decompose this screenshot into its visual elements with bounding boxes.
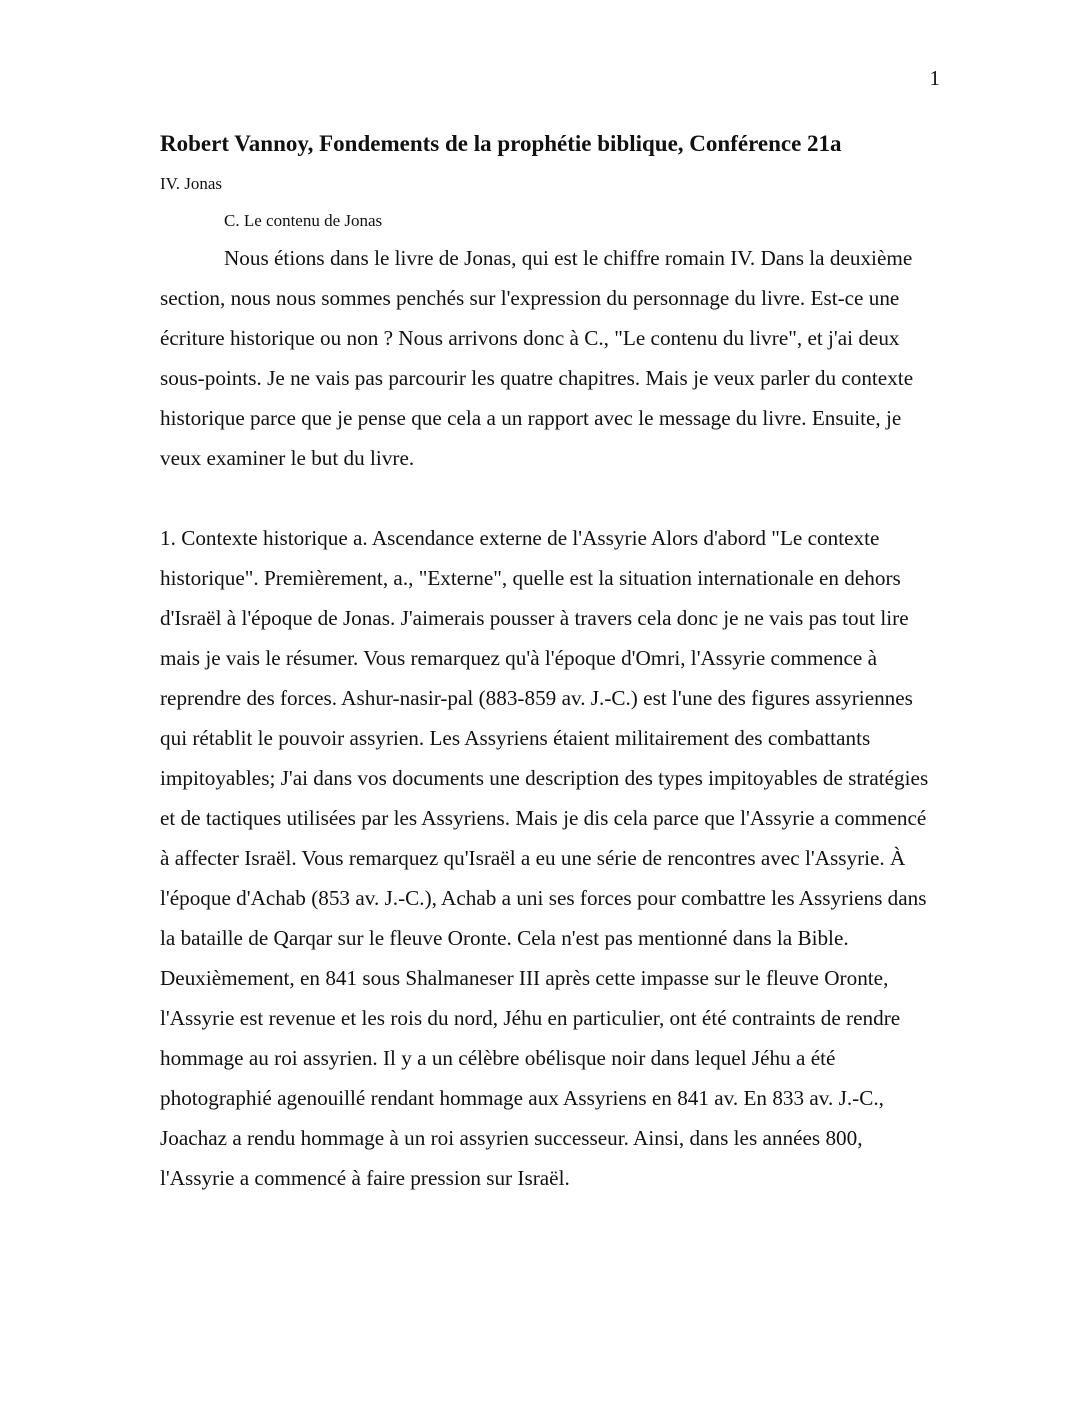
body-paragraph-historical-context: 1. Contexte historique a. Ascendance externe de l'Assyrie Alors d'abord "Le contexte historique". Premièrement, a., "Externe", quelle est la situation internationale en dehors d'Israël à l'époque de Jonas. J'aimerais pousser à travers cela donc je ne vais pas tout lire mais je vais le résumer. Vous remarquez qu'à l'époque d'Omri, l'Assyrie commence à reprendre des forces. Ashur-nasir-pal (883-859 av. J.-C.) est l'une des figures assyriennes qui rétablit le pouvoir assyrien. Les Assyriens étaient militairement des combattants impitoyables; J'ai dans vos documents une description des types impitoyables de stratégies et de tactiques utilisées par les Assyriens. Mais je dis cela parce que l'Assyrie a commencé à affecter Israël. Vous remarquez qu'Israël a eu une série de rencontres avec l'Assyrie. À l'époque d'Achab (853 av. J.-C.), Achab a uni ses forces pour combattre les Assyriens dans la bataille de Qarqar sur le fleuve Oronte. Cela n'est pas mentionné dans la Bible. Deuxièmement, en 841 sous Shalmaneser III après cette impasse sur le fleuve Oronte, l'Assyrie est revenue et les rois du nord, Jéhu en particulier, ont été contraints de rendre hommage au roi assyrien. Il y a un célèbre obélisque noir dans lequel Jéhu a été photographié agenouillé rendant hommage aux Assyriens en 841 av. En 833 av. J.-C., Joachaz a rendu hommage à un roi assyrien successeur. Ainsi, dans les années 800, l'Assyrie a commencé à faire pression sur Israël. <box>160 526 929 1190</box>
body-paragraph-intro: Nous étions dans le livre de Jonas, qui est le chiffre romain IV. Dans la deuxième section, nous nous sommes penchés sur l'expression du personnage du livre. Est-ce une écriture historique ou non ? Nous arrivons donc à C., "Le contenu du livre", et j'ai deux sous-points. Je ne vais pas parcourir les quatre chapitres. Mais je veux parler du contexte historique parce que je pense que cela a un rapport avec le message du livre. Ensuite, je veux examiner le but du livre. <box>160 246 914 470</box>
page-number: 1 <box>929 66 940 90</box>
outline-heading-roman: IV. Jonas <box>160 174 223 193</box>
lecture-title: Robert Vannoy, Fondements de la prophétie biblique, Conférence 21a <box>160 131 842 156</box>
outline-heading-letter: C. Le contenu de Jonas <box>224 211 383 230</box>
